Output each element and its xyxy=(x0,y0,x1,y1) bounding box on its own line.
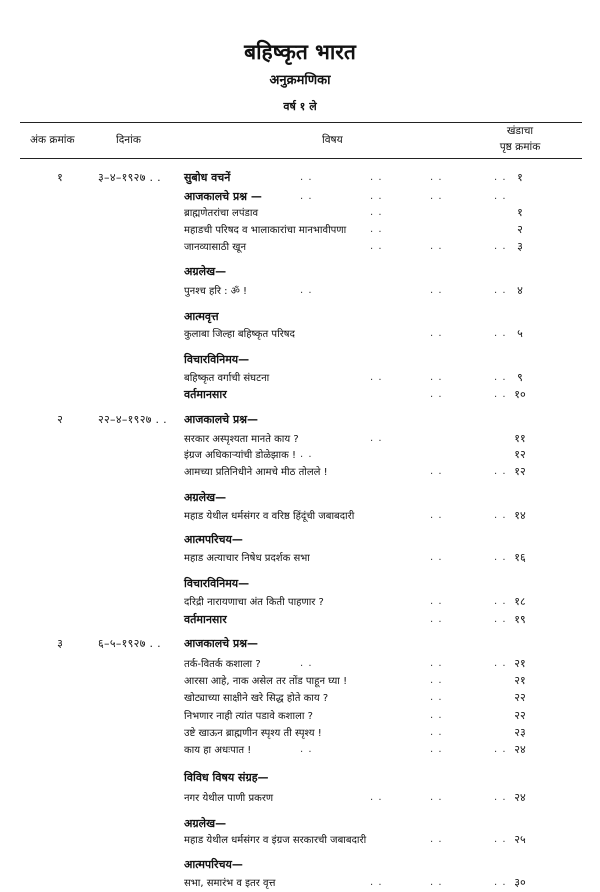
section-heading: आत्मपरिचय— xyxy=(184,533,243,546)
leader-dots: . . xyxy=(494,466,507,477)
leader-dots: . . xyxy=(430,510,443,521)
page-number: २४ xyxy=(514,791,526,804)
leader-dots: . . xyxy=(370,207,383,218)
leader-dots: . . xyxy=(494,241,507,252)
entry-title: आमच्या प्रतिनिधीने आमचे मीठ तोलले ! xyxy=(184,467,328,478)
entry-title: दरिद्री नारायणाचा अंत किती पाहणार ? xyxy=(184,597,324,608)
entry-title: इंग्रज अधिकाऱ्यांची डोळेझाक ! xyxy=(184,450,296,461)
leader-dots: . . xyxy=(300,449,313,460)
leader-dots: . . xyxy=(494,372,507,383)
section-heading: अग्रलेख— xyxy=(184,817,227,830)
leader-dots: . . xyxy=(430,727,443,738)
leader-dots: . . xyxy=(494,191,507,202)
leader-dots: . . xyxy=(494,172,507,183)
leader-dots: . . xyxy=(430,710,443,721)
leader-dots: . . xyxy=(494,792,507,803)
page-number: १ xyxy=(517,206,523,219)
page-number: २२ xyxy=(514,709,526,722)
leader-dots: . . xyxy=(370,372,383,383)
section-heading: वर्तमानसार xyxy=(184,388,227,401)
leader-dots: . . xyxy=(494,614,507,625)
section-heading: सुबोध वचनें xyxy=(184,171,231,184)
leader-dots: . . xyxy=(370,224,383,235)
leader-dots: . . xyxy=(370,191,383,202)
leader-dots: . . xyxy=(370,792,383,803)
leader-dots: . . xyxy=(430,675,443,686)
leader-dots: . . xyxy=(430,877,443,888)
leader-dots: . . xyxy=(430,744,443,755)
entry-title: सभा, समारंभ व इतर वृत्त xyxy=(184,878,276,889)
issue-date: ६–५–१९२७ . . xyxy=(98,637,161,650)
page-number: १४ xyxy=(514,509,526,522)
leader-dots: . . xyxy=(300,191,313,202)
leader-dots: . . xyxy=(430,692,443,703)
leader-dots: . . xyxy=(430,792,443,803)
leader-dots: . . xyxy=(370,433,383,444)
leader-dots: . . xyxy=(430,658,443,669)
issue-number: २ xyxy=(57,413,63,426)
section-heading: आत्मवृत्त xyxy=(184,310,219,323)
leader-dots: . . xyxy=(494,389,507,400)
issue-number: ३ xyxy=(57,637,63,650)
header-top-rule xyxy=(20,122,582,123)
page-number: १९ xyxy=(514,613,526,626)
year-label: वर्ष १ ले xyxy=(283,100,317,113)
leader-dots: . . xyxy=(430,389,443,400)
page-number: ३० xyxy=(514,876,526,889)
page-number: ११ xyxy=(514,432,526,445)
section-heading: आजकालचे प्रश्न— xyxy=(184,413,259,426)
section-heading: अग्रलेख— xyxy=(184,265,227,278)
leader-dots: . . xyxy=(430,241,443,252)
page-number: १ xyxy=(517,171,523,184)
leader-dots: . . xyxy=(494,744,507,755)
leader-dots: . . xyxy=(430,614,443,625)
entry-title: बहिष्कृत वर्गाची संघटना xyxy=(184,373,270,384)
issue-number: १ xyxy=(57,171,63,184)
section-heading: विचारविनिमय— xyxy=(184,353,250,366)
col-header-page-1: खंडाचा xyxy=(506,125,534,137)
page-number: ९ xyxy=(517,371,523,384)
col-header-subject: विषय xyxy=(322,134,343,146)
section-heading: विचारविनिमय— xyxy=(184,577,250,590)
entry-title: कुलाबा जिल्हा बहिष्कृत परिषद xyxy=(184,329,295,340)
leader-dots: . . xyxy=(370,172,383,183)
entry-title: ब्राह्मणेतरांचा लपंडाव xyxy=(184,208,258,219)
section-heading: आजकालचे प्रश्न— xyxy=(184,637,259,650)
page-number: १२ xyxy=(514,448,526,461)
leader-dots: . . xyxy=(430,552,443,563)
leader-dots: . . xyxy=(494,658,507,669)
leader-dots: . . xyxy=(370,877,383,888)
page-number: २३ xyxy=(514,726,526,739)
leader-dots: . . xyxy=(494,328,507,339)
leader-dots: . . xyxy=(430,285,443,296)
leader-dots: . . xyxy=(430,328,443,339)
leader-dots: . . xyxy=(300,285,313,296)
page-number: ४ xyxy=(517,284,523,297)
col-header-date: दिनांक xyxy=(116,134,141,146)
leader-dots: . . xyxy=(300,744,313,755)
leader-dots: . . xyxy=(370,241,383,252)
col-header-ank: अंक क्रमांक xyxy=(30,134,75,146)
leader-dots: . . xyxy=(494,552,507,563)
entry-title: नगर येथील पाणी प्रकरण xyxy=(184,793,274,804)
entry-title: महाड अत्याचार निषेध प्रदर्शक सभा xyxy=(184,553,310,564)
leader-dots: . . xyxy=(430,372,443,383)
page-number: १० xyxy=(514,388,526,401)
section-heading: विविध विषय संग्रह— xyxy=(184,771,269,784)
entry-title: खोट्याच्या साक्षीने खरे सिद्ध होते काय ? xyxy=(184,693,329,704)
page-number: २५ xyxy=(514,833,526,846)
page-number: २४ xyxy=(514,743,526,756)
leader-dots: . . xyxy=(494,834,507,845)
entry-title: महाडची परिषद व भालाकारांचा मानभावीपणा xyxy=(184,225,347,236)
leader-dots: . . xyxy=(494,510,507,521)
page-number: १६ xyxy=(514,551,526,564)
section-heading: आजकालचे प्रश्न — xyxy=(184,190,262,203)
page-number: १८ xyxy=(514,595,526,608)
document-title: बहिष्कृत भारत xyxy=(244,40,356,64)
document-subtitle: अनुक्रमणिका xyxy=(269,73,331,88)
page-number: १२ xyxy=(514,465,526,478)
header-bottom-rule xyxy=(20,158,582,159)
entry-title: पुनश्च हरि : ॐ ! xyxy=(184,286,248,297)
entry-title: उष्टे खाऊन ब्राह्मणीन स्पृश्य ती स्पृश्य ! xyxy=(184,728,322,739)
leader-dots: . . xyxy=(430,466,443,477)
entry-title: काय हा अधःपात ! xyxy=(184,745,252,756)
col-header-page-2: पृष्ठ क्रमांक xyxy=(499,141,541,153)
page-number: ५ xyxy=(517,327,523,340)
entry-title: निभणार नाही त्यांत पडावे कशाला ? xyxy=(184,711,313,722)
entry-title: महाड येथील धर्मसंगर व इंग्रज सरकारची जबाबदारी xyxy=(184,835,367,846)
leader-dots: . . xyxy=(430,172,443,183)
issue-date: २२–४–१९२७ . . xyxy=(98,413,167,426)
leader-dots: . . xyxy=(494,596,507,607)
leader-dots: . . xyxy=(494,285,507,296)
leader-dots: . . xyxy=(430,596,443,607)
entry-title: आरसा आहे, नाक असेल तर तोंड पाहून घ्या ! xyxy=(184,676,348,687)
leader-dots: . . xyxy=(494,877,507,888)
entry-title: सरकार अस्पृश्यता मानते काय ? xyxy=(184,434,299,445)
entry-title: जानव्यासाठी खून xyxy=(184,242,247,253)
leader-dots: . . xyxy=(430,834,443,845)
leader-dots: . . xyxy=(430,191,443,202)
section-heading: वर्तमानसार xyxy=(184,613,227,626)
section-heading: आत्मपरिचय— xyxy=(184,858,243,871)
page-number: २ xyxy=(517,223,523,236)
page-number: ३ xyxy=(517,240,523,253)
entry-title: तर्क-वितर्क कशाला ? xyxy=(184,659,261,670)
page-number: २२ xyxy=(514,691,526,704)
issue-date: ३–४–१९२७ . . xyxy=(98,171,161,184)
section-heading: अग्रलेख— xyxy=(184,491,227,504)
leader-dots: . . xyxy=(300,658,313,669)
page-number: २१ xyxy=(514,657,526,670)
leader-dots: . . xyxy=(300,172,313,183)
page-number: २१ xyxy=(514,674,526,687)
entry-title: महाड येथील धर्मसंगर व वरिष्ठ हिंदूंची जबाबदारी xyxy=(184,511,355,522)
